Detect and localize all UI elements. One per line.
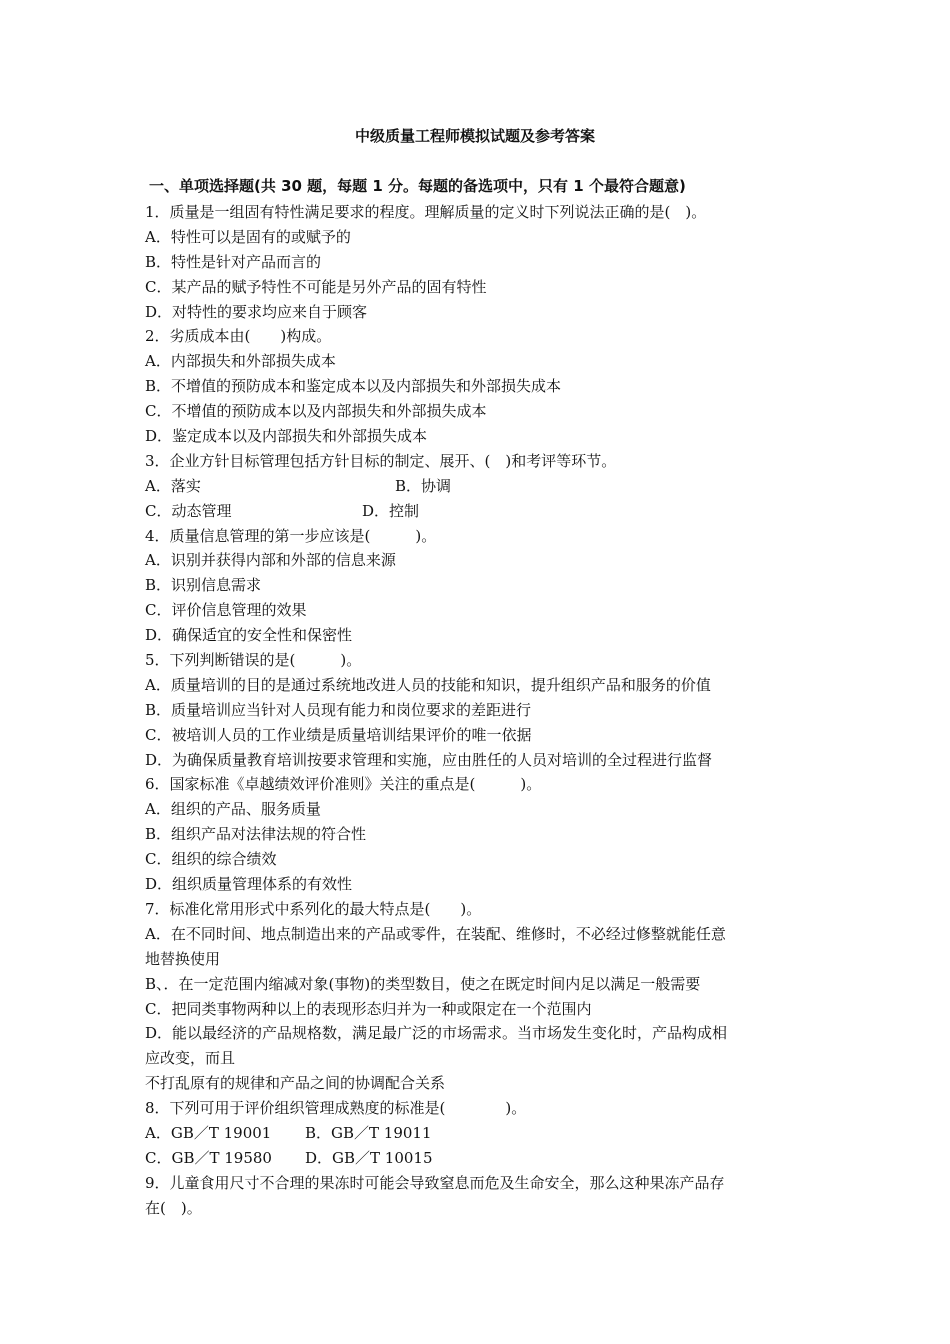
answer-option-row xyxy=(145,474,805,499)
answer-option: C．GB／T 19580 xyxy=(145,1148,272,1167)
answer-option: D．GB／T 10015 xyxy=(305,1148,433,1167)
answer-option: A．内部损失和外部损失成本 xyxy=(145,352,336,371)
answer-option: B．特性是针对产品而言的 xyxy=(145,252,322,271)
answer-option: C．不增值的预防成本以及内部损失和外部损失成本 xyxy=(145,402,487,421)
question-stem: 7．标准化常用形式中系列化的最大特点是( )。 xyxy=(145,899,482,918)
question-stem: 5．下列判断错误的是( )。 xyxy=(145,651,362,670)
question-stem: 1．质量是一组固有特性满足要求的程度。理解质量的定义时下列说法正确的是( )。 xyxy=(145,203,707,221)
question-stem: 3．企业方针目标管理包括方针目标的制定、展开、( )和考评等环节。 xyxy=(145,451,617,470)
answer-option: B．GB／T 19011 xyxy=(305,1123,432,1142)
answer-option: C．评价信息管理的效果 xyxy=(145,601,307,620)
answer-option: D．对特性的要求均应来自于顾客 xyxy=(145,302,368,321)
document-title: 中级质量工程师模拟试题及参考答案 xyxy=(354,127,595,145)
answer-option: B、．在一定范围内缩减对象(事物)的类型数目，使之在既定时间内足以满足一般需要 xyxy=(145,974,701,993)
question-stem: 6．国家标准《卓越绩效评价准则》关注的重点是( )。 xyxy=(145,775,542,794)
question-list xyxy=(145,200,805,1221)
answer-option: B．组织产品对法律法规的符合性 xyxy=(145,825,367,844)
answer-option: C．动态管理 xyxy=(145,501,232,520)
question-stem: 9．儿童食用尺寸不合理的果冻时可能会导致窒息而危及生命安全，那么这种果冻产品存 xyxy=(145,1173,725,1192)
answer-option: A．组织的产品、服务质量 xyxy=(145,800,321,819)
answer-option-continuation: 地替换使用 xyxy=(145,949,221,968)
answer-option-continuation: 应改变，而且 xyxy=(145,1049,236,1068)
answer-option: D．控制 xyxy=(362,501,420,520)
answer-option: D．能以最经济的产品规格数，满足最广泛的市场需求。当市场发生变化时，产品构成相 xyxy=(145,1024,728,1043)
answer-option: A．GB／T 19001 xyxy=(145,1123,272,1142)
answer-option: C．组织的综合绩效 xyxy=(145,850,277,869)
answer-option: C．某产品的赋予特性不可能是另外产品的固有特性 xyxy=(145,277,487,296)
question-stem: 8．下列可用于评价组织管理成熟度的标准是( )。 xyxy=(145,1099,527,1118)
answer-option: A．质量培训的目的是通过系统地改进人员的技能和知识，提升组织产品和服务的价值 xyxy=(145,675,711,694)
section-heading: 一、单项选择题(共 30 题，每题 1 分。每题的备选项中，只有 1 个最符合题意) xyxy=(149,177,686,195)
answer-option-row xyxy=(145,1146,805,1171)
answer-option: B．不增值的预防成本和鉴定成本以及内部损失和外部损失成本 xyxy=(145,377,562,396)
answer-option: A．特性可以是固有的或赋予的 xyxy=(145,227,351,246)
answer-option: D．组织质量管理体系的有效性 xyxy=(145,875,353,894)
question-stem-continuation: 在( )。 xyxy=(145,1198,202,1217)
answer-option-continuation: 不打乱原有的规律和产品之间的协调配合关系 xyxy=(145,1074,446,1093)
answer-option: D．鉴定成本以及内部损失和外部损失成本 xyxy=(145,427,428,446)
answer-option: A．在不同时间、地点制造出来的产品或零件，在装配、维修时，不必经过修整就能任意 xyxy=(145,924,726,943)
question-stem: 2．劣质成本由( )构成。 xyxy=(145,327,332,346)
answer-option: D．为确保质量教育培训按要求管理和实施，应由胜任的人员对培训的全过程进行监督 xyxy=(145,750,713,769)
answer-option: C．把同类事物两种以上的表现形态归并为一种或限定在一个范围内 xyxy=(145,999,592,1018)
answer-option: A．识别并获得内部和外部的信息来源 xyxy=(145,551,396,570)
question-stem: 4．质量信息管理的第一步应该是( )。 xyxy=(145,526,437,545)
answer-option: B．识别信息需求 xyxy=(145,576,262,595)
answer-option: B．协调 xyxy=(395,476,452,495)
answer-option-row xyxy=(145,1121,805,1146)
answer-option: A．落实 xyxy=(145,476,201,495)
answer-option-row xyxy=(145,499,805,524)
answer-option: B．质量培训应当针对人员现有能力和岗位要求的差距进行 xyxy=(145,700,532,719)
answer-option: D．确保适宜的安全性和保密性 xyxy=(145,626,353,645)
answer-option: C．被培训人员的工作业绩是质量培训结果评价的唯一依据 xyxy=(145,725,532,744)
